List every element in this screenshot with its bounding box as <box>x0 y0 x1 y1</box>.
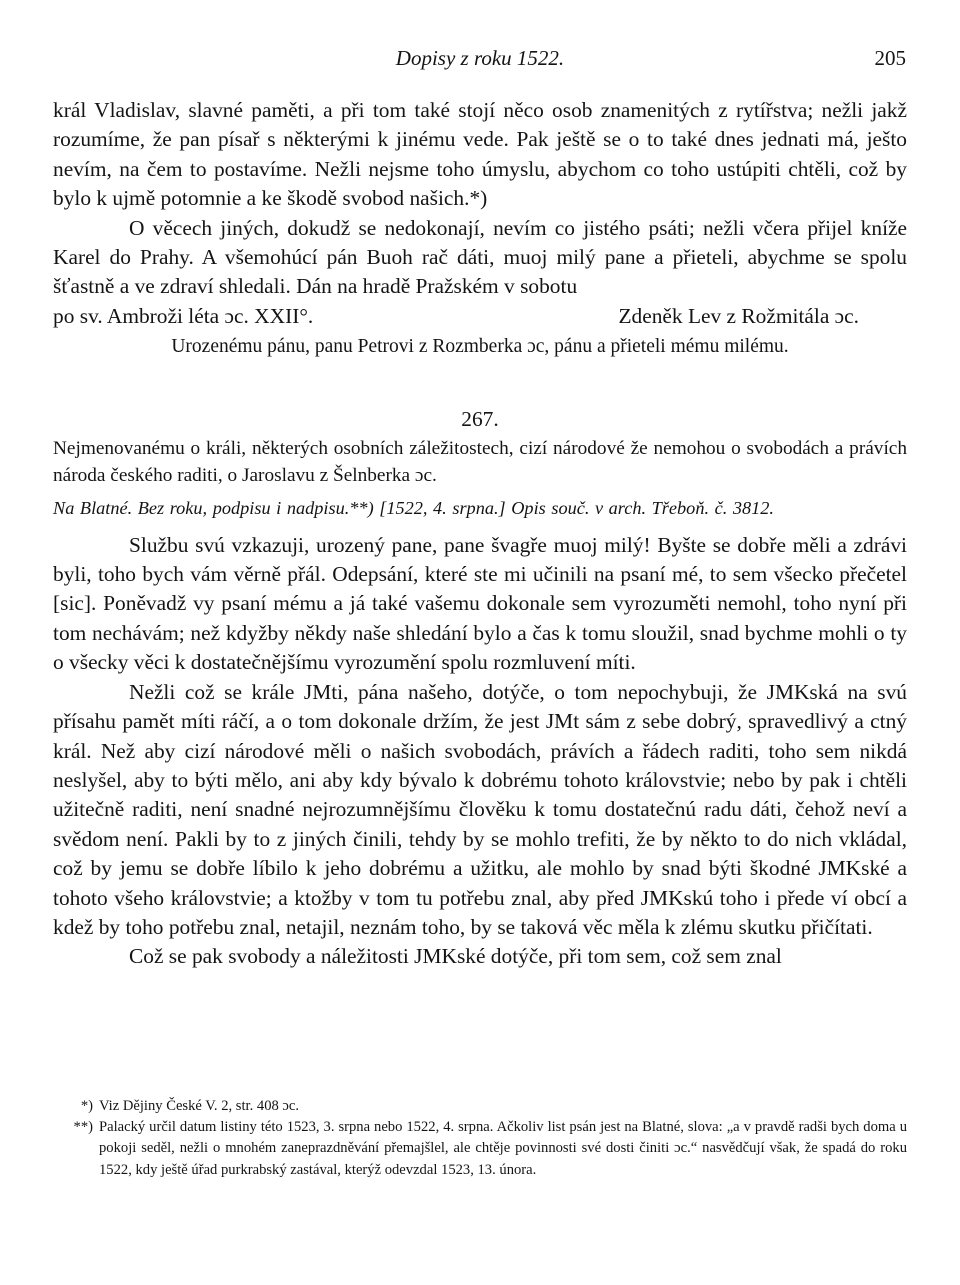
running-head <box>0 44 960 74</box>
source-note: Na Blatné. Bez roku, podpisu i nadpisu.**) [1522, 4. srpna.] Opis souč. v arch. Třeboň. č. 3812. <box>53 497 774 518</box>
paragraph: O věcech jiných, dokudž se nedokonají, nevím co jistého psáti; nežli včera přijel kníže Karel do Prahy. A všemohúcí pán Buoh rač dáti, muoj milý pane a přieteli, abychme se spolu šťastně a ve zdraví shledali. Dán na hradě Pražském v sobotu <box>53 215 907 299</box>
closing-date: po sv. Ambroži léta ɔc. XXII°. <box>53 303 314 328</box>
footnote <box>53 1117 907 1181</box>
running-title: Dopisy z roku 1522. <box>395 46 565 70</box>
footnote-mark: *) <box>80 1098 93 1114</box>
paragraph: Nežli což se krále JMti, pána našeho, dotýče, o tom nepochybuji, že JMKská na svú přísahu pamět míti ráčí, a o tom dokonale držím, že jest JMt sám z sebe dobrý, spravedlivý a ctný král. Než aby cizí národové měli o našich svobodách, právích a řádech raditi, toho sem nikdá neslyšel, aby to býti mělo, ani aby kdy bývalo k dobrému tohoto královstvie; nebo by pak i chtěli užitečně raditi, není snadné nejrozumnějšímu člověku k tomu dostatečnú radu dáti, čehož neví a svědom není. Pakli by to z jiných činili, tehdy by se mohlo trefiti, že by někto to do nich vkládal, což by jemu se dobře líbilo k jeho dobrému a užitku, ale mohlo by snad býti škodné JMKské a tohoto všeho královstvie; a ktožby v tom tu potřebu znal, aby před JMKskú toho i přede ví obcí a kdež by toho potřebu znal, netajil, neznám toho, by se taková věc měla k zlému skutku přičítati. <box>53 679 907 939</box>
letter-text <box>53 531 907 972</box>
page-number: 205 <box>874 46 906 70</box>
footnote-mark: **) <box>73 1119 93 1136</box>
footnote <box>53 1096 907 1117</box>
paragraph: Službu svú vzkazuji, urozený pane, pane švagře muoj milý! Byšte se dobře měli a zdrávi byli, toho bych vám věrně přál. Odepsání, které ste mi učinili na psaní mé, to sem všecko přečetel [sic]. Poněvadž vy psaní mému a já také vašemu dokonale sem vyrozuměti nemohl, toho nyní při tom nechávám; než kdyžby někdy naše shledání bylo a čas k tomu sloužil, snad bychme mohli o ty o všecky věci k dostatečnějšímu vyrozumění spolu rozmluvení míti. <box>53 532 907 675</box>
paragraph: Což se pak svobody a náležitosti JMKské dotýče, při tom sem, což sem znal <box>129 944 782 969</box>
footnotes <box>53 1096 907 1181</box>
closing-line <box>53 302 907 331</box>
main-text <box>53 96 907 972</box>
paragraph: král Vladislav, slavné paměti, a při tom také stojí něco osob znamenitých z rytířstva; nežli jakž rozumíme, že pan písař s některými k jinému vede. Pak ještě se o to také dnes jednati má, ješto nevím, na čem to postavíme. Nežli nejsme toho úmyslu, abychom co toho ustúpiti chtěli, což by bylo k ujmě potomnie a ke škodě svobod našich.*) <box>53 98 907 211</box>
regest: Nejmenovanému o králi, některých osobních záležitostech, cizí národové že nemohou o svobodách a právích národa českého raditi, o Jaroslavu z Šelnberka ɔc. <box>53 437 907 487</box>
signature: Zdeněk Lev z Rožmitála ɔc. <box>618 303 859 328</box>
footnote-text: Viz Dějiny České V. 2, str. 408 ɔc. <box>99 1098 300 1114</box>
footnote-text: Palacký určil datum listiny této 1523, 3. srpna nebo 1522, 4. srpna. Ačkoliv list psán jest na Blatné, slova: „a v pravdě radši bych doma u pokoji seděl, nežli o mnohém zaneprazdněvání přemajšlel, ale chtěje povinnosti své dosti činiti ɔc.“ nasvědčují však, že spadá do roku 1522, kdy ještě úřad purkrabský zastával, kterýž odevzdal 1523, 13. února. <box>99 1119 907 1178</box>
document-number: 267. <box>461 406 499 431</box>
letter-address: Urozenému pánu, panu Petrovi z Rozmberka ɔc, pánu a přieteli mému milému. <box>171 336 789 358</box>
